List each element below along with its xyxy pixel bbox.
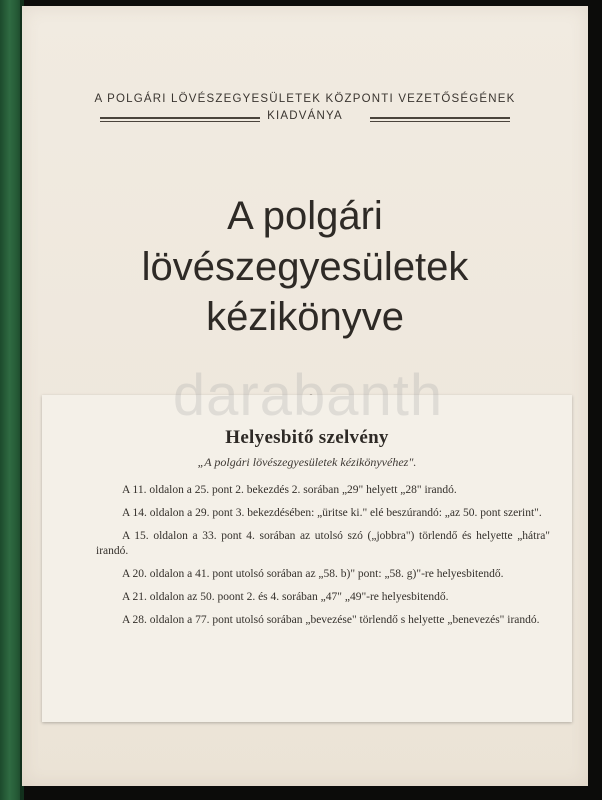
watermark: darabanth xyxy=(172,363,444,428)
title-line-3: kézikönyve xyxy=(206,295,404,339)
correction-item: A 15. oldalon a 33. pont 4. sorában az utolsó szó („jobbra") törlendő és helyette „hátra" irandó. xyxy=(96,530,550,557)
slip-subtitle: „A polgári lövészegyesületek kézikönyvéhez". xyxy=(197,455,417,469)
title-line-1: A polgári xyxy=(227,194,383,238)
correction-item: A 11. oldalon a 25. pont 2. bekezdés 2. sorában „29" helyett „28" irandó. xyxy=(122,484,457,496)
slip-title: Helyesbitő szelvény xyxy=(225,427,389,448)
title-line-2: lövészegyesületek xyxy=(141,245,469,289)
publisher-line-2: KIADVÁNYA xyxy=(267,110,343,122)
correction-item: A 28. oldalon a 77. pont utolsó sorában „bevezése" törlendő s helyette „benevezés" irandó. xyxy=(122,614,540,626)
publisher-line-1: A POLGÁRI LÖVÉSZEGYESÜLETEK KÖZPONTI VEZETŐSÉGÉNEK xyxy=(94,93,516,105)
corrections-list xyxy=(96,483,550,636)
correction-item: A 14. oldalon a 29. pont 3. bekezdésében: „üritse ki." elé beszúrandó: „az 50. pont szerint". xyxy=(122,507,542,519)
correction-item: A 20. oldalon a 41. pont utolsó sorában az „58. b)" pont: „58. g)"-re helyesbitendő. xyxy=(122,568,504,580)
decorative-rule-right xyxy=(370,117,510,122)
correction-slip xyxy=(42,395,572,722)
correction-item: A 21. oldalon az 50. poont 2. és 4. sorában „47" „49"-re helyesbitendő. xyxy=(122,591,449,603)
